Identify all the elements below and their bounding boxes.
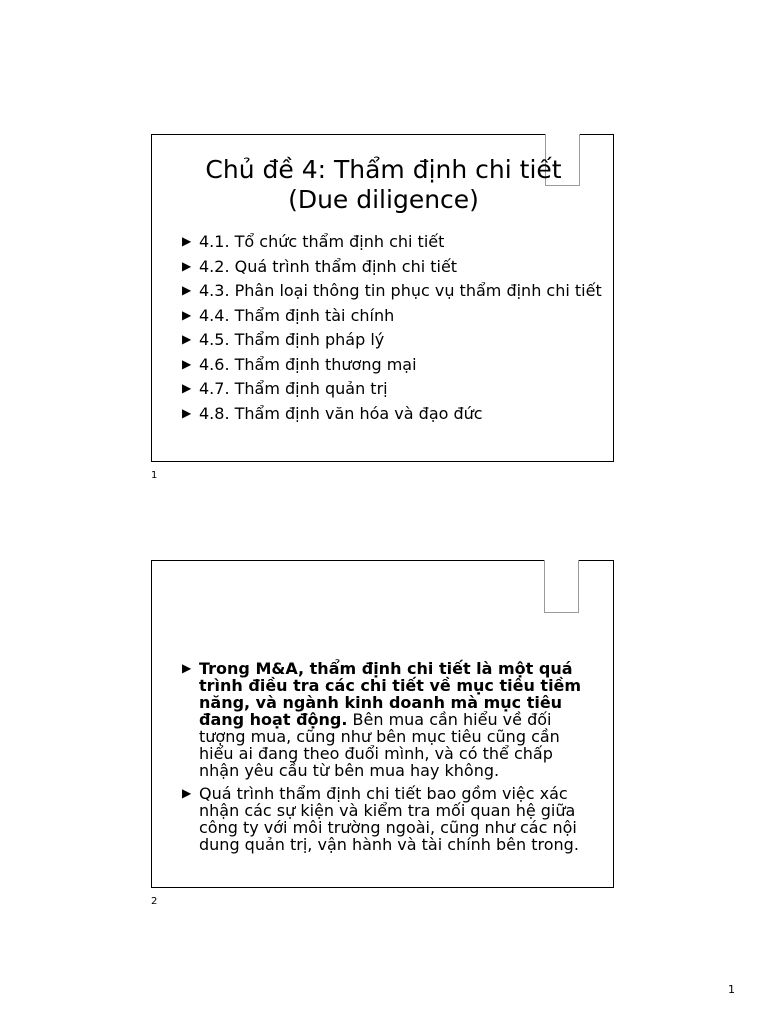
slide-number: 1 <box>151 470 158 481</box>
triangle-bullet-icon: ▶ <box>182 786 192 800</box>
definition-bold-text: Trong M&A, thẩm định chi tiết là một quá trình điều tra các chi tiết về mục tiêu tiềm năng, và ngành kinh doanh mà mục tiêu đang hoạt động. <box>199 659 582 729</box>
slide-2 <box>151 560 614 888</box>
triangle-bullet-icon: ▶ <box>182 234 192 248</box>
slide-number: 2 <box>151 896 158 907</box>
list-item-text: 4.6. Thẩm định thương mại <box>199 354 417 374</box>
list-item <box>182 405 602 422</box>
slide-1 <box>151 134 614 462</box>
triangle-bullet-icon: ▶ <box>182 283 192 297</box>
triangle-bullet-icon: ▶ <box>182 356 192 371</box>
list-item <box>182 356 602 373</box>
title-line-1: Chủ đề 4: Thẩm định chi tiết <box>205 155 562 184</box>
list-item <box>182 282 602 299</box>
triangle-bullet-icon: ▶ <box>182 405 192 420</box>
triangle-bullet-icon: ▶ <box>182 258 192 273</box>
list-item <box>182 660 585 779</box>
list-item-text: 4.4. Thẩm định tài chính <box>199 305 395 325</box>
triangle-bullet-icon: ▶ <box>182 307 192 322</box>
paragraph-list <box>182 660 585 859</box>
list-item-text: 4.7. Thẩm định quản trị <box>199 379 388 398</box>
list-item <box>182 785 585 853</box>
title-line-2: (Due diligence) <box>288 185 479 214</box>
list-item <box>182 258 602 275</box>
list-item <box>182 233 602 250</box>
page-number: 1 <box>728 983 735 996</box>
list-item-text: 4.1. Tổ chức thẩm định chi tiết <box>199 232 445 251</box>
topic-list <box>182 233 602 429</box>
list-item <box>182 380 602 397</box>
definition-text: Bên mua cần hiểu về đối tượng mua, cũng như bên mục tiêu cũng cần hiểu ai đang theo đuổi mình, và có thể chấp nhận yêu cầu từ bên mua hay không. <box>199 710 560 780</box>
list-item-text: 4.5. Thẩm định pháp lý <box>199 330 385 349</box>
slide-title <box>152 155 615 215</box>
triangle-bullet-icon: ▶ <box>182 381 192 395</box>
list-item-text: 4.2. Quá trình thẩm định chi tiết <box>199 256 458 276</box>
list-item <box>182 331 602 348</box>
triangle-bullet-icon: ▶ <box>182 332 192 346</box>
list-item-text: 4.3. Phân loại thông tin phục vụ thẩm định chi tiết <box>199 281 602 300</box>
list-item-text: 4.8. Thẩm định văn hóa và đạo đức <box>199 403 483 423</box>
slide-corner-decoration <box>544 560 579 613</box>
list-item <box>182 307 602 324</box>
triangle-bullet-icon: ▶ <box>182 661 192 675</box>
process-text: Quá trình thẩm định chi tiết bao gồm việc xác nhận các sự kiện và kiểm tra mối quan hệ giữa công ty với môi trường ngoài, cũng như các nội dung quản trị, vận hành và tài chính bên trong. <box>199 784 579 854</box>
